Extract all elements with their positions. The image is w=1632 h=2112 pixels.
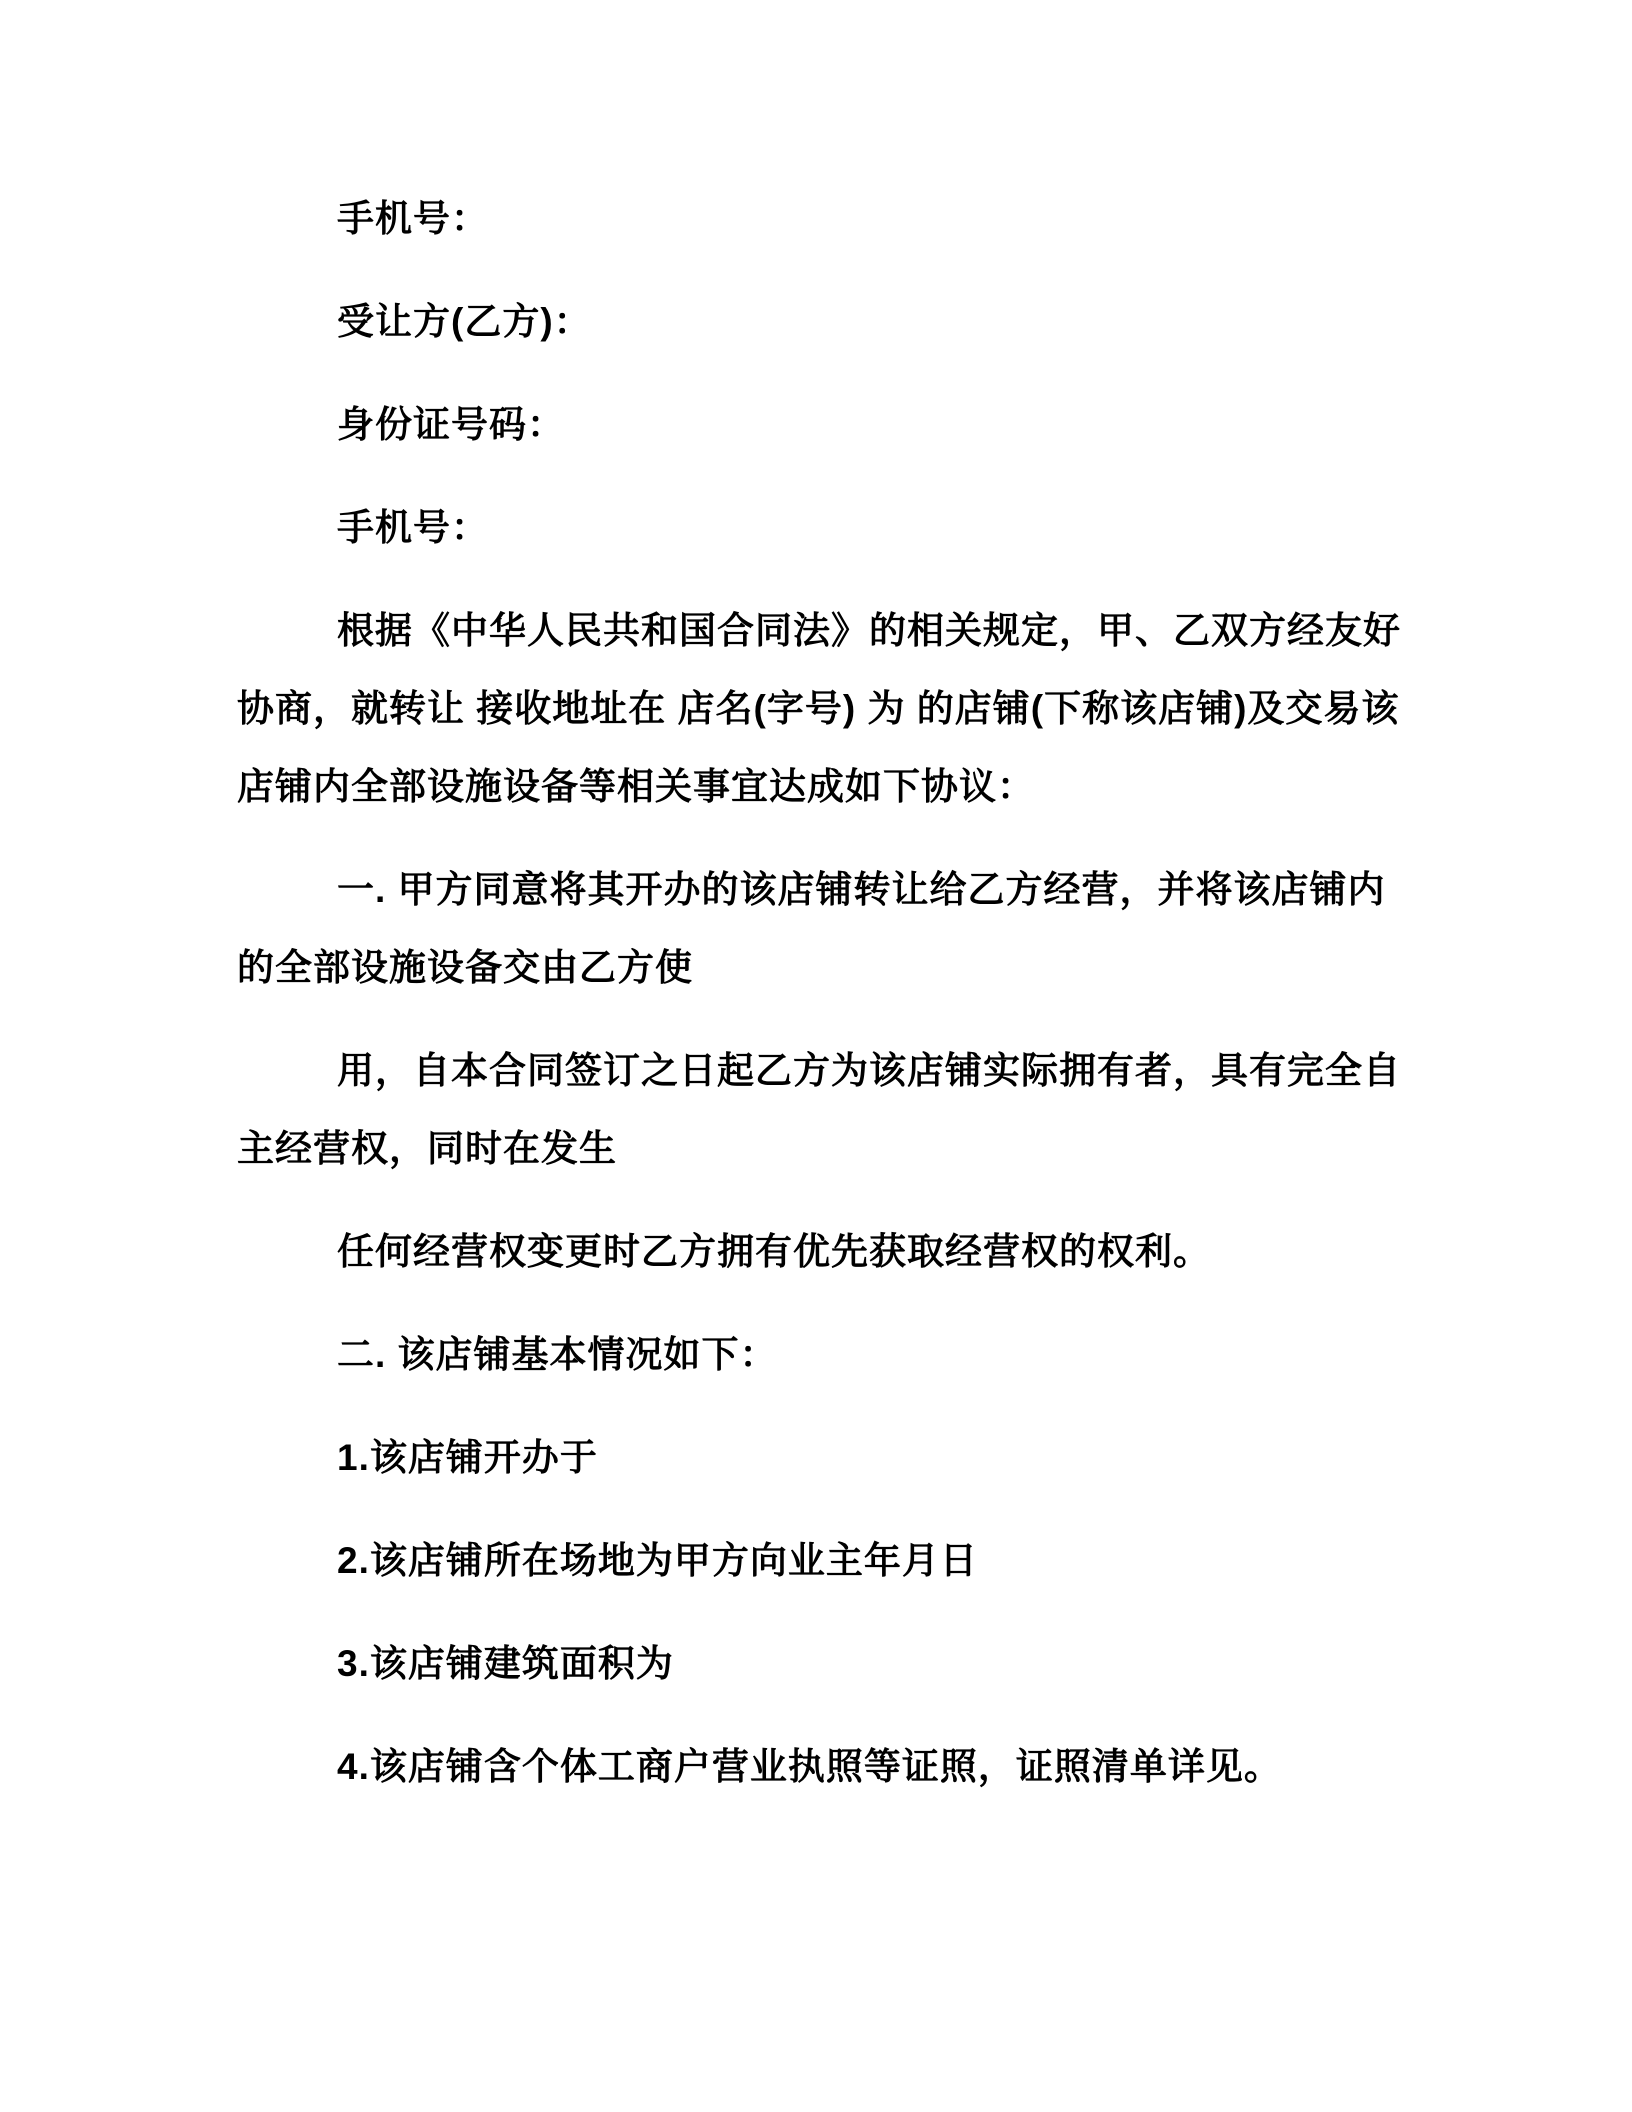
clause-1-line-5: 任何经营权变更时乙方拥有优先获取经营权的权利。 (337, 1231, 1211, 1272)
clause-2-item-1: 1.该店铺开办于 (337, 1437, 598, 1478)
preamble-line-2: 协商，就转让 接收地址在 店名(字号) 为 的店铺(下称该店铺)及交易该 (237, 688, 1400, 729)
preamble-line-1: 根据《中华人民共和国合同法》的相关规定，甲、乙双方经友好 (337, 610, 1401, 651)
phone-label-line: 手机号： (337, 198, 489, 239)
clause-2-item-2: 2.该店铺所在场地为甲方向业主年月日 (337, 1540, 978, 1581)
transferee-label-line: 受让方(乙方)： (337, 301, 592, 342)
clause-1-line-2: 的全部设施设备交由乙方使 (237, 947, 693, 988)
clause-1-line-3: 用，自本合同签订之日起乙方为该店铺实际拥有者，具有完全自 (337, 1050, 1401, 1091)
preamble-line-3: 店铺内全部设施设备等相关事宜达成如下协议： (237, 766, 1035, 807)
id-number-label-line: 身份证号码： (337, 404, 565, 445)
clause-2-item-3: 3.该店铺建筑面积为 (337, 1643, 674, 1684)
clause-1-line-4: 主经营权，同时在发生 (237, 1128, 617, 1169)
phone-label-line-2: 手机号： (337, 507, 489, 548)
clause-1-line-1: 一. 甲方同意将其开办的该店铺转让给乙方经营，并将该店铺内 (337, 869, 1386, 910)
clause-2-item-4: 4.该店铺含个体工商户营业执照等证照，证照清单详见。 (337, 1746, 1282, 1787)
clause-2-heading-line: 二. 该店铺基本情况如下： (337, 1334, 778, 1375)
